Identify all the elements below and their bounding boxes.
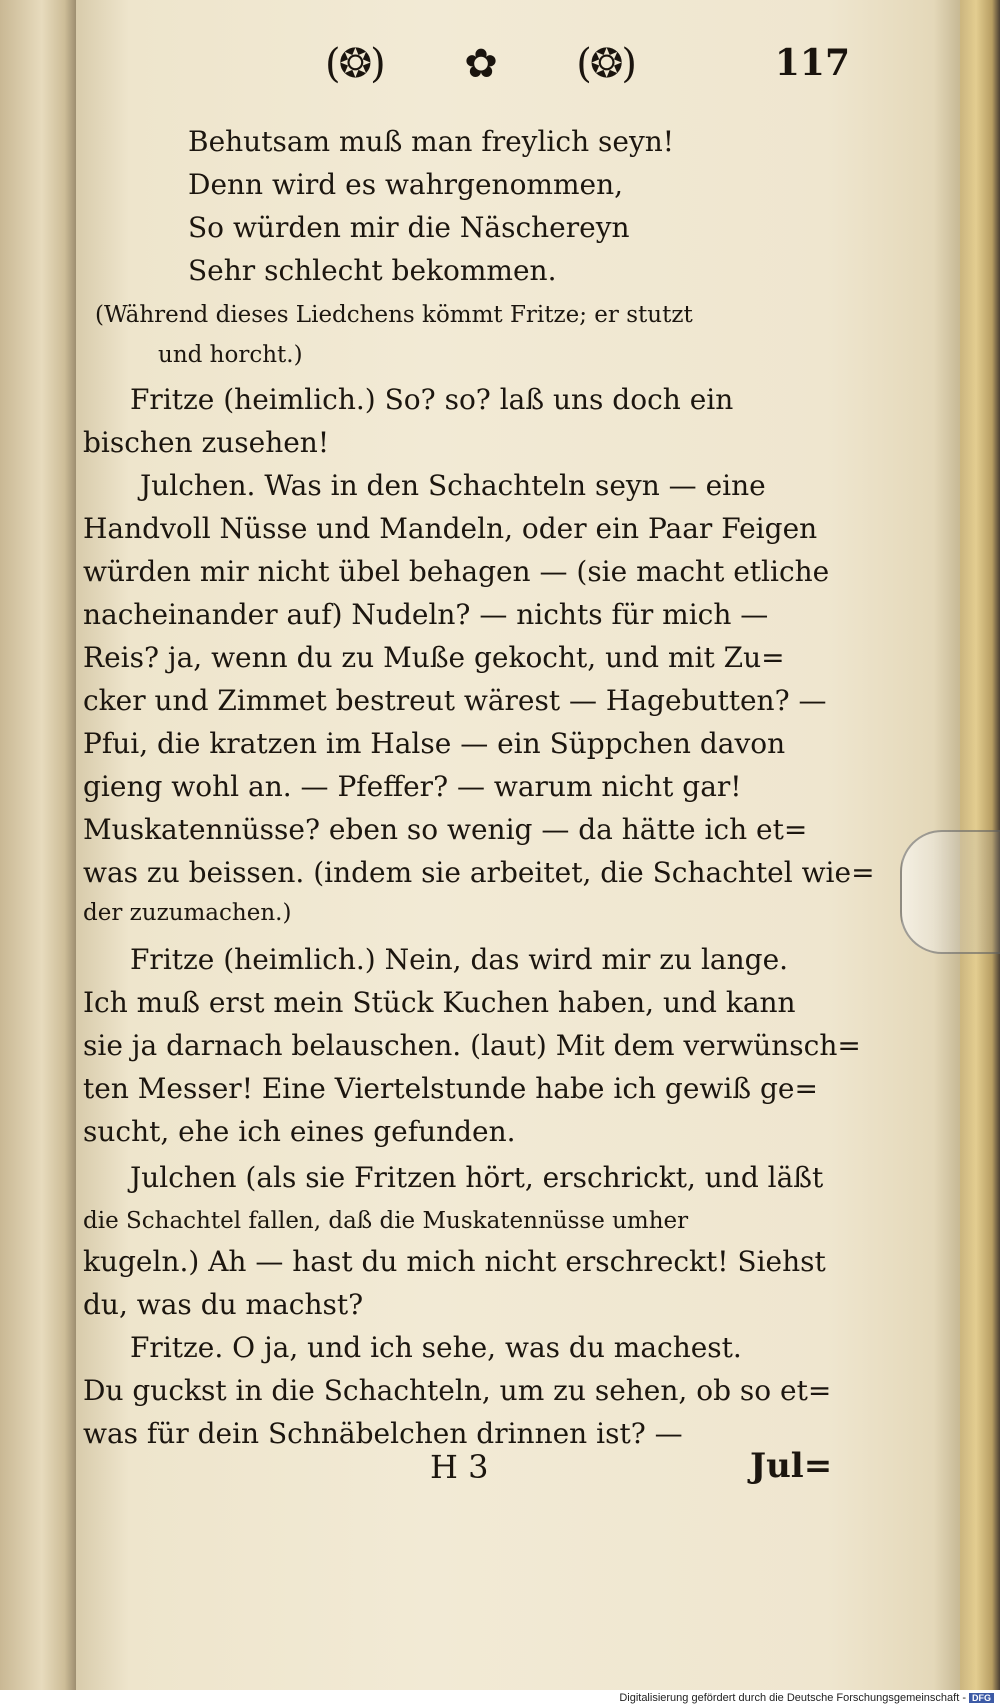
speech-line: gieng wohl an. — Pfeffer? — warum nicht gar! (83, 770, 742, 803)
speech-line: Reis? ja, wenn du zu Muße gekocht, und mit Zu= (83, 641, 785, 674)
stage-direction: (Während dieses Liedchens kömmt Fritze; er stutzt (95, 302, 693, 328)
speech-line: kugeln.) Ah — hast du mich nicht erschreckt! Siehst (83, 1245, 826, 1278)
speech-line: was für dein Schnäbelchen drinnen ist? — (83, 1417, 683, 1450)
ornament-right-icon: (❂) (576, 41, 635, 87)
speech-line: Fritze. O ja, und ich sehe, was du machest. (130, 1331, 742, 1364)
dfg-logo-icon: DFG (969, 1693, 994, 1703)
speech-line: Fritze (heimlich.) So? so? laß uns doch ein (130, 383, 734, 416)
speech-line: nacheinander auf) Nudeln? — nichts für mich — (83, 598, 769, 631)
speech-line: cker und Zimmet bestreut wärest — Hagebutten? — (83, 684, 827, 717)
speech-line: bischen zusehen! (83, 426, 330, 459)
credit-text: Digitalisierung gefördert durch die Deutsche Forschungsgemeinschaft - (619, 1692, 966, 1704)
stage-direction: die Schachtel fallen, daß die Muskatennüsse umher (83, 1208, 689, 1234)
speech-line: Du guckst in die Schachteln, um zu sehen, ob so et= (83, 1374, 832, 1407)
speech-line: du, was du machst? (83, 1288, 364, 1321)
ornament-left-icon: (❂) (325, 41, 384, 87)
speech-line: sucht, ehe ich eines gefunden. (83, 1115, 516, 1148)
speech-line: ten Messer! Eine Viertelstunde habe ich gewiß ge= (83, 1072, 818, 1105)
page-number: 117 (774, 42, 850, 84)
speech-line: sie ja darnach belauschen. (laut) Mit dem verwünsch= (83, 1029, 861, 1062)
digitization-credit-bar (0, 1690, 1000, 1706)
verse-line: Denn wird es wahrgenommen, (188, 168, 624, 201)
speech-line: Julchen. Was in den Schachteln seyn — eine (140, 469, 766, 502)
ornament-center-icon: ✿ (464, 41, 496, 87)
catchword: Jul= (750, 1446, 833, 1486)
verse-line: So würden mir die Näschereyn (188, 211, 630, 244)
speech-line: Julchen (als sie Fritzen hört, erschrickt, und läßt (130, 1161, 824, 1194)
speech-line: Ich muß erst mein Stück Kuchen haben, und kann (83, 986, 796, 1019)
bookmark-tab (900, 830, 1000, 954)
speech-line: was zu beissen. (indem sie arbeitet, die Schachtel wie= (83, 856, 875, 889)
stage-direction: der zuzumachen.) (83, 900, 292, 926)
verse-line: Behutsam muß man freylich seyn! (188, 125, 675, 158)
verse-line: Sehr schlecht bekommen. (188, 254, 557, 287)
speech-line: Muskatennüsse? eben so wenig — da hätte ich et= (83, 813, 808, 846)
speech-line: Pfui, die kratzen im Halse — ein Süppchen davon (83, 727, 786, 760)
stage-direction: und horcht.) (158, 342, 303, 368)
speech-line: würden mir nicht übel behagen — (sie macht etliche (83, 555, 830, 588)
speech-line: Fritze (heimlich.) Nein, das wird mir zu lange. (130, 943, 789, 976)
signature-mark: H 3 (430, 1448, 489, 1486)
speech-line: Handvoll Nüsse und Mandeln, oder ein Paar Feigen (83, 512, 818, 545)
